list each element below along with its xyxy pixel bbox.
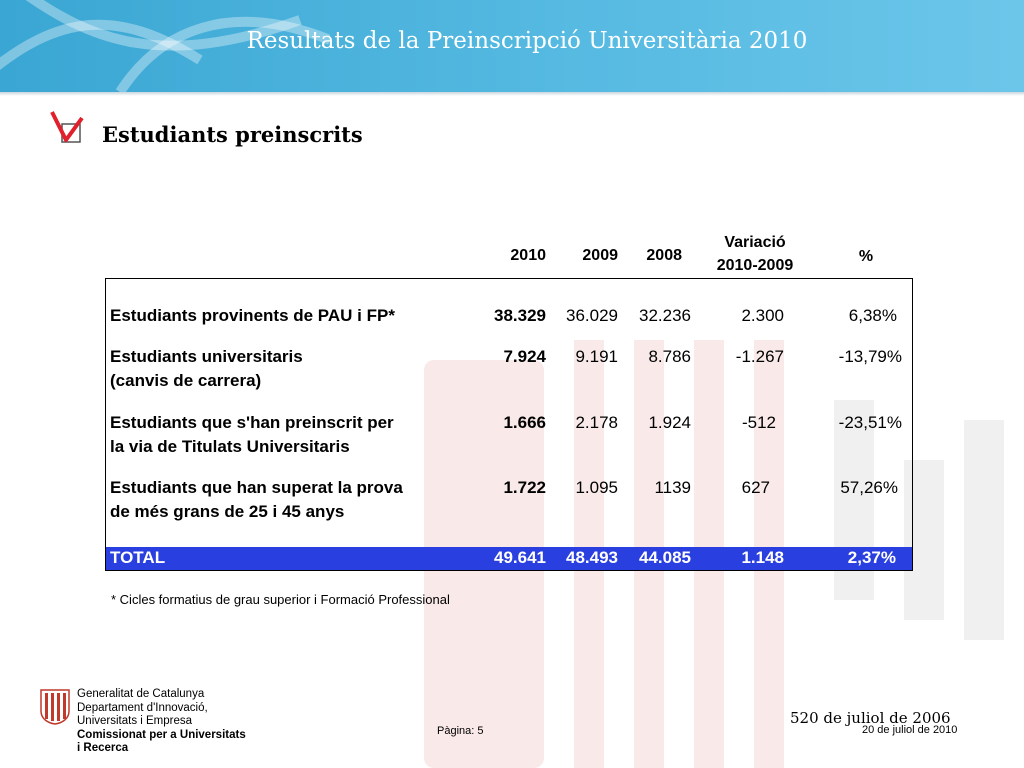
page-title: Resultats de la Preinscripció Universitària 2010: [246, 28, 808, 54]
row-1-label: Estudiants provinents de PAU i FP*: [110, 306, 395, 325]
row-4-variacio: 627: [741, 478, 770, 497]
row-3-2010: 1.666: [503, 413, 546, 432]
row-4-label-line2: de més grans de 25 i 45 anys: [110, 502, 345, 521]
row-2-label: Estudiants universitaris: [110, 347, 303, 366]
total-2010: 49.641: [494, 548, 546, 567]
org-line-2: Departament d'Innovació,: [77, 701, 208, 714]
header-shadow: [0, 92, 1024, 96]
row-4-percent: 57,26%: [840, 478, 898, 497]
header-percent: %: [858, 248, 874, 265]
row-3-2009: 2.178: [575, 413, 618, 432]
header-band: [0, 0, 1024, 92]
total-2009: 48.493: [566, 548, 618, 567]
row-4-2010: 1.722: [503, 478, 546, 497]
row-3-label-line2: la via de Titulats Universitaris: [110, 437, 350, 456]
row-3-variacio: -512: [741, 413, 776, 432]
row-2-percent: -13,79%: [838, 347, 902, 366]
org-line-5: i Recerca: [77, 742, 129, 754]
row-1-2008: 32.236: [639, 306, 691, 325]
page-number: Pàgina: 5: [437, 725, 484, 737]
total-2008: 44.085: [639, 548, 691, 567]
header-variacio-range: 2010-2009: [716, 257, 794, 274]
org-line-1: Generalitat de Catalunya: [77, 688, 205, 700]
row-4-label: Estudiants que han superat la prova: [110, 478, 403, 497]
org-line-3: Universitats i Empresa: [77, 715, 193, 727]
slide-date-serif: 520 de juliol de 2006: [790, 709, 951, 727]
row-2-2009: 9.191: [575, 347, 618, 366]
total-label: TOTAL: [110, 548, 166, 567]
row-2-variacio: -1.267: [735, 347, 784, 366]
row-1-percent: 6,38%: [848, 306, 897, 325]
organization-block: [77, 688, 246, 756]
header-2010: 2010: [510, 247, 546, 264]
footnote: * Cicles formatius de grau superior i Formació Professional: [111, 592, 450, 607]
header-variacio: Variació: [724, 234, 786, 251]
org-line-4: Comissionat per a Universitats: [77, 728, 246, 741]
slide-date: 20 de juliol de 2010: [862, 724, 958, 736]
header-2008: 2008: [646, 247, 682, 264]
section-title: Estudiants preinscrits: [102, 122, 363, 147]
row-3-2008: 1.924: [648, 413, 691, 432]
row-3-percent: -23,51%: [838, 413, 902, 432]
row-1-variacio: 2.300: [741, 306, 784, 325]
total-row: [106, 547, 912, 570]
row-2-2010: 7.924: [503, 347, 546, 366]
row-1-2010: 38.329: [494, 306, 546, 325]
row-1-2009: 36.029: [566, 306, 618, 325]
row-4-2009: 1.095: [575, 478, 618, 497]
header-2009: 2009: [582, 247, 618, 264]
total-percent: 2,37%: [847, 548, 896, 567]
generalitat-logo-icon: [40, 689, 70, 725]
checkmark-icon: [50, 110, 84, 146]
row-2-label-line2: (canvis de carrera): [110, 371, 262, 390]
row-2-2008: 8.786: [648, 347, 691, 366]
row-3-label: Estudiants que s'han preinscrit per: [110, 413, 394, 432]
row-4-2008: 1139: [654, 478, 691, 497]
total-variacio: 1.148: [741, 548, 784, 567]
